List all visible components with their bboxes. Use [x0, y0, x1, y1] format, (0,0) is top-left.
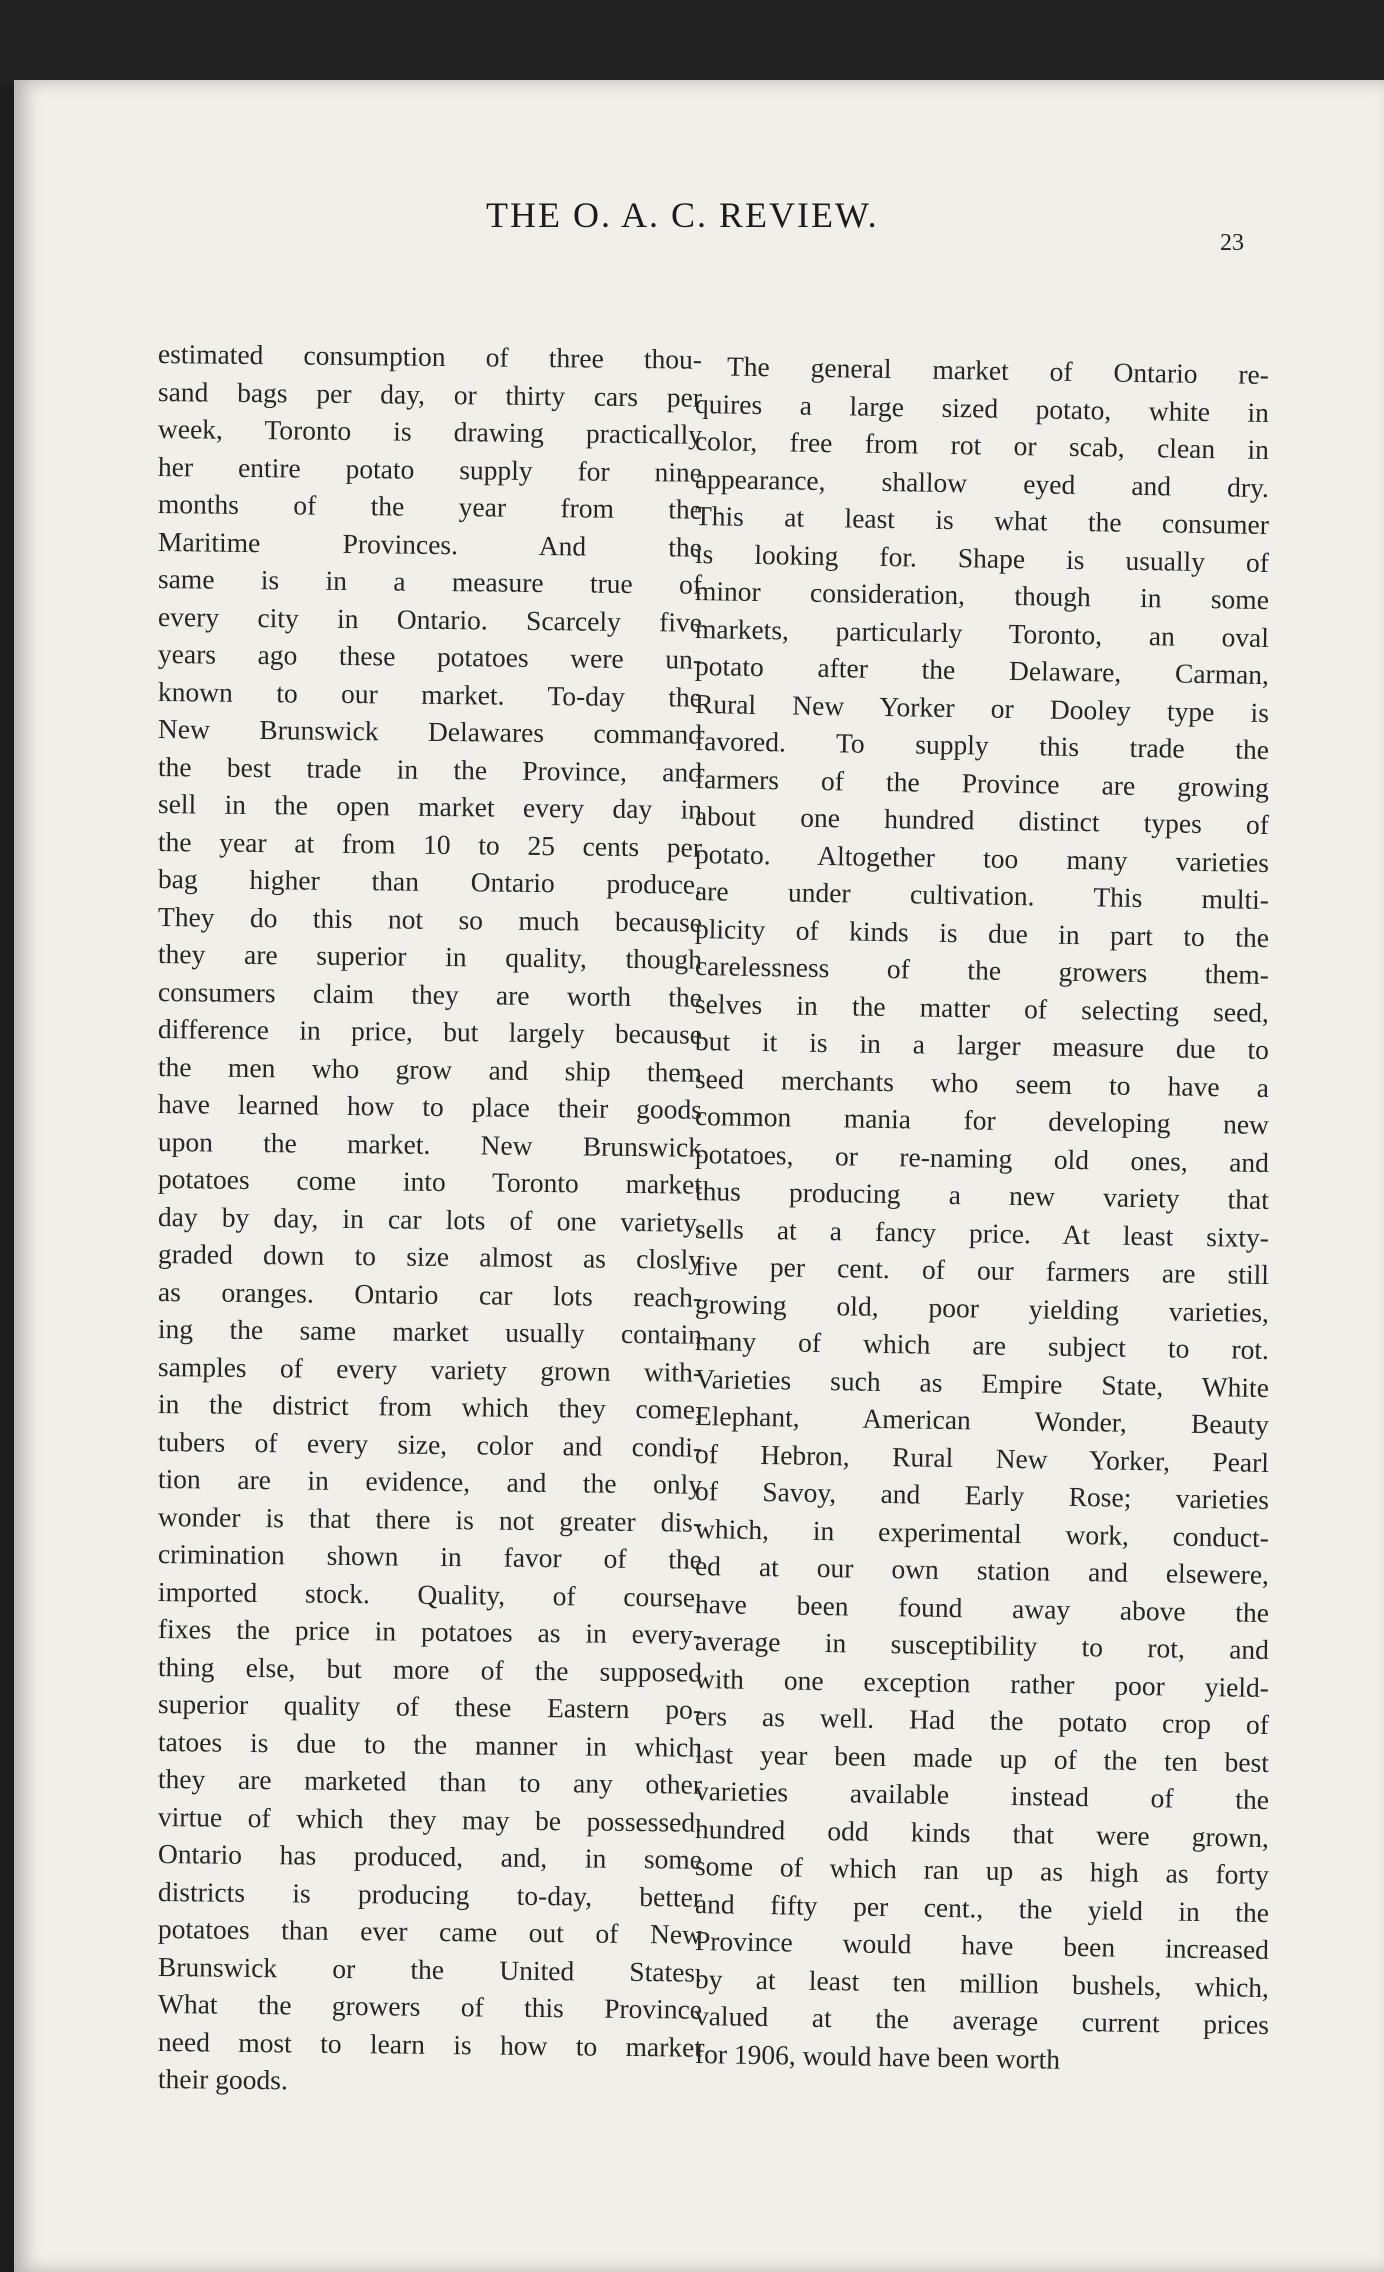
text-line: of Savoy, and Early Rose; varieties	[694, 1475, 1270, 1516]
text-line: tion are in evidence, and the only	[157, 1463, 703, 1500]
text-line: last year been made up of the ten best	[694, 1737, 1270, 1778]
text-line: potatoes than ever came out of New	[157, 1913, 703, 1950]
text-line: same is in a measure true of	[157, 563, 703, 600]
text-line: sand bags per day, or thirty cars per	[157, 375, 703, 413]
text-line: years ago these potatoes were un-	[157, 638, 703, 675]
page-number: 23	[1220, 230, 1244, 256]
text-line: They do this not so much because	[157, 900, 703, 938]
text-line: is looking for. Shape is usually of	[694, 537, 1270, 578]
scan-background	[0, 0, 1384, 85]
text-line: Varieties such as Empire State, White	[694, 1362, 1270, 1403]
text-line: tatoes is due to the manner in which	[157, 1725, 703, 1763]
text-line: consumers claim they are worth the	[157, 975, 703, 1013]
text-line: valued at the average current prices	[694, 2000, 1270, 2041]
text-line: some of which ran up as high as forty	[694, 1850, 1270, 1891]
text-line: thing else, but more of the supposed	[157, 1650, 703, 1688]
text-line: Brunswick or the United States.	[157, 1950, 703, 1988]
text-line: potato after the Delaware, Carman,	[694, 650, 1270, 691]
text-line: growing old, poor yielding varieties,	[694, 1287, 1270, 1328]
text-line: markets, particularly Toronto, an oval	[694, 612, 1270, 653]
text-line: the best trade in the Province, and	[157, 750, 703, 788]
text-line: they are superior in quality, though	[157, 938, 703, 975]
text-line: the men who grow and ship them	[157, 1050, 703, 1088]
text-line: have been found away above the	[694, 1587, 1270, 1628]
text-line: farmers of the Province are growing	[694, 762, 1270, 803]
left-text-column	[158, 335, 702, 2098]
text-line: which, in experimental work, conduct-	[694, 1512, 1270, 1553]
text-line: potato. Altogether too many varieties	[694, 837, 1270, 878]
text-line: varieties available instead of the	[694, 1775, 1270, 1816]
text-line: every city in Ontario. Scarcely five	[157, 600, 703, 638]
text-line: superior quality of these Eastern po-	[157, 1688, 703, 1725]
text-line: What the growers of this Province	[157, 1988, 703, 2025]
text-line: color, free from rot or scab, clean in	[694, 425, 1270, 466]
text-line: New Brunswick Delawares command	[157, 713, 703, 750]
running-title: THE O. A. C. REVIEW.	[486, 195, 879, 235]
text-line: virtue of which they may be possessed.	[157, 1800, 703, 1838]
text-line: upon the market. New Brunswick	[157, 1125, 703, 1163]
text-line: Ontario has produced, and, in some	[157, 1838, 703, 1875]
text-line: have learned how to place their goods	[157, 1088, 703, 1125]
text-line: selves in the matter of selecting seed,	[694, 987, 1270, 1028]
text-line: but it is in a larger measure due to	[694, 1025, 1270, 1066]
text-line: need most to learn is how to market	[157, 2025, 703, 2063]
text-line: samples of every variety grown with-	[157, 1350, 703, 1388]
text-line: bag higher than Ontario produce.	[157, 863, 703, 900]
text-line: quires a large sized potato, white in	[694, 387, 1270, 428]
text-line: estimated consumption of three thou-	[157, 338, 703, 375]
text-line: districts is producing to-day, better	[157, 1875, 703, 1913]
text-line: ers as well. Had the potato crop of	[694, 1700, 1270, 1741]
text-line: Province would have been increased	[694, 1925, 1270, 1966]
text-line: plicity of kinds is due in part to the	[694, 912, 1270, 953]
text-line: her entire potato supply for nine	[157, 450, 703, 488]
text-line: imported stock. Quality, of course,	[157, 1575, 703, 1613]
text-line: and fifty per cent., the yield in the	[694, 1887, 1270, 1928]
text-line: Elephant, American Wonder, Beauty	[694, 1400, 1270, 1441]
text-line: carelessness of the growers them-	[694, 950, 1270, 991]
text-line: thus producing a new variety that	[694, 1175, 1270, 1216]
text-line: average in susceptibility to rot, and	[694, 1625, 1270, 1666]
text-line: crimination shown in favor of the	[157, 1538, 703, 1575]
text-line: minor consideration, though in some	[694, 575, 1270, 616]
text-line: The general market of Ontario re-	[726, 350, 1270, 391]
text-line: many of which are subject to rot.	[694, 1325, 1270, 1366]
text-line: potatoes come into Toronto market	[157, 1163, 703, 1200]
text-line: they are marketed than to any other	[157, 1763, 703, 1800]
text-line: about one hundred distinct types of	[694, 800, 1270, 841]
text-line: Maritime Provinces. And the	[157, 525, 703, 563]
text-line: common mania for developing new	[694, 1100, 1270, 1141]
text-line: as oranges. Ontario car lots reach-	[157, 1275, 703, 1313]
text-line: months of the year from the	[157, 488, 703, 525]
text-line: for 1906, would have been worth	[694, 2037, 1061, 2075]
text-line: the year at from 10 to 25 cents per	[157, 825, 703, 863]
text-line: tubers of every size, color and condi-	[157, 1425, 703, 1463]
text-line: sell in the open market every day in	[157, 788, 703, 825]
text-line: their goods.	[157, 2063, 289, 2096]
text-line: fixes the price in potatoes as in every-	[157, 1613, 703, 1650]
text-line: known to our market. To-day the	[157, 675, 703, 713]
text-line: sells at a fancy price. At least sixty-	[694, 1212, 1270, 1253]
text-line: seed merchants who seem to have a	[694, 1062, 1270, 1103]
right-text-column	[694, 347, 1270, 2075]
text-line: This at least is what the consumer	[694, 500, 1270, 541]
text-line: in the district from which they come,	[157, 1388, 703, 1425]
text-line: hundred odd kinds that were grown,	[694, 1812, 1270, 1853]
text-line: five per cent. of our farmers are still	[694, 1250, 1270, 1291]
text-line: potatoes, or re-naming old ones, and	[694, 1137, 1270, 1178]
text-line: day by day, in car lots of one variety,	[157, 1200, 703, 1238]
text-line: with one exception rather poor yield-	[694, 1662, 1270, 1703]
text-line: are under cultivation. This multi-	[694, 875, 1270, 916]
text-line: ing the same market usually contain	[157, 1313, 703, 1350]
text-line: of Hebron, Rural New Yorker, Pearl	[694, 1437, 1270, 1478]
text-line: by at least ten million bushels, which,	[694, 1962, 1270, 2003]
text-line: wonder is that there is not greater dis-	[157, 1500, 703, 1538]
text-line: ed at our own station and elsewere,	[694, 1550, 1270, 1591]
text-line: Rural New Yorker or Dooley type is	[694, 687, 1270, 728]
text-line: appearance, shallow eyed and dry.	[694, 462, 1270, 503]
text-line: graded down to size almost as closly	[157, 1238, 703, 1275]
text-line: favored. To supply this trade the	[694, 725, 1270, 766]
text-line: week, Toronto is drawing practically	[157, 413, 703, 450]
text-line: difference in price, but largely because	[157, 1013, 703, 1050]
